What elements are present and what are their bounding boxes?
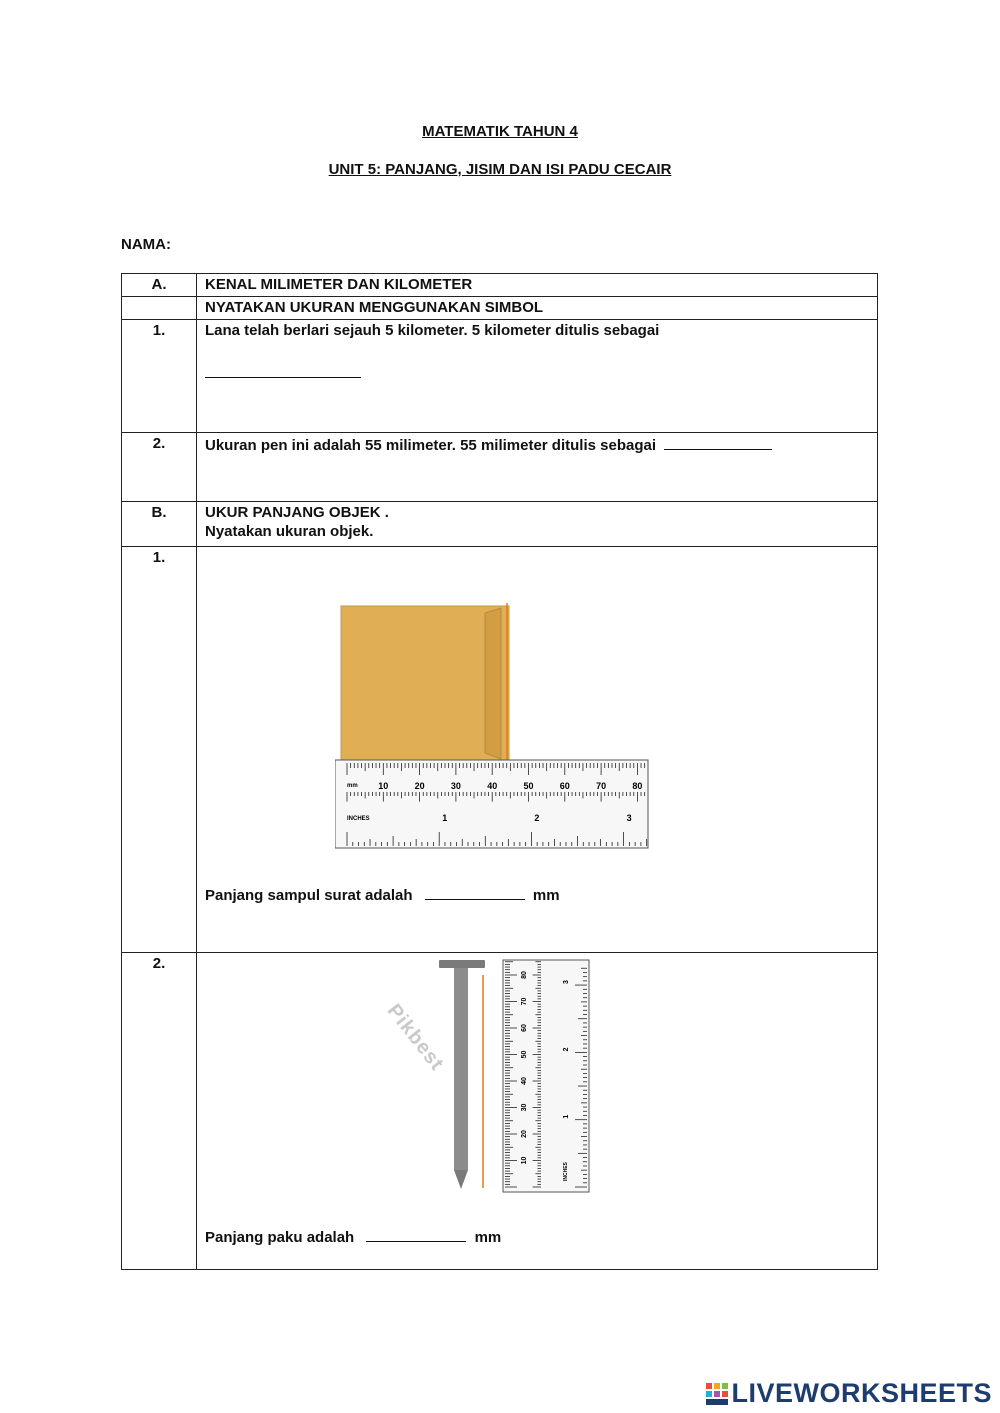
vertical-ruler-mm-label: 70 (521, 997, 528, 1006)
ruler-inch-label: 3 (626, 813, 632, 823)
name-label: NAMA: (121, 236, 171, 253)
nail-tip (454, 1170, 468, 1189)
question-b1-unit: mm (532, 887, 560, 904)
vertical-ruler-inches-unit: INCHES (563, 1162, 569, 1181)
question-a1-text: Lana telah berlari sejauh 5 kilometer. 5 kilometer ditulis sebagai (205, 322, 660, 339)
section-b-heading: UKUR PANJANG OBJEK . (205, 504, 389, 521)
liveworksheets-logo (706, 1378, 992, 1409)
vertical-ruler-mm-label: 30 (521, 1103, 528, 1112)
ruler-inch-label: 2 (534, 813, 540, 823)
ruler-mm-unit: mm (347, 783, 358, 789)
ruler-mm-label: 80 (632, 781, 643, 791)
answer-blank-b1[interactable] (425, 885, 525, 900)
answer-blank-a1[interactable] (205, 363, 361, 378)
section-a-heading: KENAL MILIMETER DAN KILOMETER (197, 274, 878, 297)
ruler-inch-label: 1 (442, 813, 448, 823)
answer-blank-b2[interactable] (366, 1227, 466, 1242)
question-a2-text: Ukuran pen ini adalah 55 milimeter. 55 milimeter ditulis sebagai (205, 437, 656, 454)
vertical-ruler-mm-label: 10 (521, 1156, 528, 1165)
vertical-ruler-mm-label: 60 (521, 1024, 528, 1032)
ruler-mm-label: 10 (378, 781, 389, 791)
question-b1-number: 1. (122, 547, 197, 953)
question-a2-number: 2. (122, 433, 197, 502)
worksheet-table (121, 273, 878, 1270)
question-b2-number: 2. (122, 953, 197, 1270)
envelope-flap (485, 608, 501, 759)
question-a1-number: 1. (122, 320, 197, 433)
liveworksheets-icon (706, 1383, 728, 1405)
ruler-mm-label: 20 (414, 781, 425, 791)
vertical-ruler-mm-label: 20 (521, 1130, 528, 1138)
watermark: Pikbest (382, 1000, 449, 1076)
question-b1-text: Panjang sampul surat adalah (205, 887, 413, 904)
nail-shank (454, 968, 468, 1170)
ruler-inches-unit: INCHES (347, 816, 370, 822)
brand-name: LIVEWORKSHEETS (731, 1378, 992, 1408)
ruler-mm-label: 70 (596, 781, 607, 791)
vertical-ruler-mm-label: 80 (521, 971, 528, 979)
section-b-subheading: Nyatakan ukuran objek. (205, 523, 374, 540)
envelope-ruler-image (335, 603, 655, 853)
ruler-mm-label: 50 (523, 781, 534, 791)
envelope (341, 606, 509, 763)
section-a-letter: A. (122, 274, 197, 297)
vertical-ruler-inch-label: 2 (563, 1047, 570, 1052)
ruler-mm-label: 30 (450, 781, 461, 791)
ruler-mm-label: 60 (559, 781, 570, 791)
question-b2-text: Panjang paku adalah (205, 1229, 355, 1246)
unit-title: UNIT 5: PANJANG, JISIM DAN ISI PADU CECAIR (328, 161, 672, 178)
worksheet-title: MATEMATIK TAHUN 4 (422, 123, 578, 140)
question-b2-unit: mm (474, 1229, 502, 1246)
ruler-mm-label: 40 (487, 781, 498, 791)
answer-blank-a2[interactable] (664, 435, 772, 450)
vertical-ruler-mm-label: 40 (521, 1077, 528, 1085)
section-a-subheading: NYATAKAN UKURAN MENGGUNAKAN SIMBOL (197, 297, 878, 320)
nail-head (439, 960, 485, 968)
section-b-letter: B. (122, 502, 197, 547)
vertical-ruler-inch-label: 1 (563, 1114, 570, 1119)
vertical-ruler (503, 960, 589, 1192)
vertical-ruler-mm-label: 50 (521, 1050, 528, 1059)
vertical-ruler-inch-label: 3 (563, 980, 570, 985)
